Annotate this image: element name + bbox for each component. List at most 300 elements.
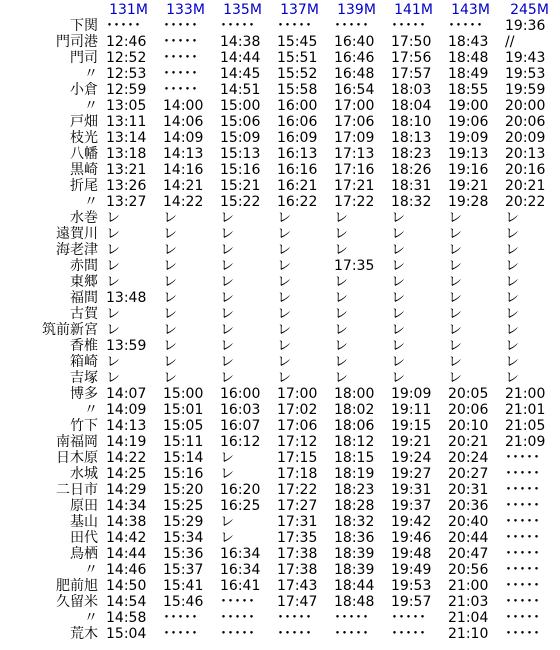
time-cell: 16:09: [277, 130, 318, 146]
time-cell: 19:36: [505, 18, 546, 34]
time-cell: 19:46: [391, 530, 432, 546]
time-cell: 19:42: [391, 514, 432, 530]
time-cell: 19:15: [391, 418, 432, 434]
time-cell: 17:57: [391, 66, 432, 82]
station-name: 枝光: [70, 130, 98, 146]
table-row: [0, 146, 560, 162]
time-cell: 15:37: [163, 562, 204, 578]
time-cell: レ: [106, 322, 120, 338]
time-cell: 16:00: [220, 386, 261, 402]
table-row: [0, 626, 560, 642]
time-cell: ･････: [334, 18, 369, 34]
time-cell: 17:16: [334, 162, 375, 178]
time-cell: 13:27: [106, 194, 147, 210]
time-cell: 19:21: [448, 178, 489, 194]
time-cell: 14:09: [163, 130, 204, 146]
time-cell: レ: [505, 306, 519, 322]
table-row: [0, 530, 560, 546]
time-cell: 18:06: [334, 418, 375, 434]
time-cell: 14:21: [163, 178, 204, 194]
time-cell: 20:36: [448, 498, 489, 514]
time-cell: 18:36: [334, 530, 375, 546]
station-name: 吉塚: [70, 370, 98, 386]
time-cell: 13:14: [106, 130, 147, 146]
time-cell: 16:03: [220, 402, 261, 418]
time-cell: レ: [163, 226, 177, 242]
table-row: [0, 210, 560, 226]
time-cell: ･････: [505, 466, 540, 482]
time-cell: レ: [220, 226, 234, 242]
station-name: 黒崎: [70, 162, 98, 178]
station-name: 古賀: [70, 306, 98, 322]
time-cell: 14:44: [106, 546, 147, 562]
table-row: [0, 450, 560, 466]
time-cell: ･････: [505, 482, 540, 498]
time-cell: 19:37: [391, 498, 432, 514]
time-cell: レ: [448, 322, 462, 338]
time-cell: ･････: [163, 18, 198, 34]
time-cell: 19:49: [391, 562, 432, 578]
time-cell: レ: [220, 466, 234, 482]
time-cell: 19:48: [391, 546, 432, 562]
time-cell: 19:28: [448, 194, 489, 210]
time-cell: 18:04: [391, 98, 432, 114]
time-cell: 15:45: [277, 34, 318, 50]
time-cell: 16:46: [334, 50, 375, 66]
time-cell: レ: [391, 290, 405, 306]
time-cell: レ: [334, 226, 348, 242]
time-cell: 17:38: [277, 546, 318, 562]
station-name: 南福岡: [56, 434, 98, 450]
station-name: 小倉: [70, 82, 98, 98]
time-cell: レ: [106, 258, 120, 274]
time-cell: レ: [505, 322, 519, 338]
table-row: [0, 322, 560, 338]
time-cell: 19:06: [448, 114, 489, 130]
time-cell: 14:06: [163, 114, 204, 130]
time-cell: ･････: [391, 610, 426, 626]
time-cell: 20:09: [505, 130, 546, 146]
time-cell: ･････: [277, 18, 312, 34]
table-row: [0, 402, 560, 418]
time-cell: ･････: [277, 626, 312, 642]
time-cell: レ: [220, 274, 234, 290]
time-cell: 20:06: [448, 402, 489, 418]
time-cell: レ: [163, 290, 177, 306]
time-cell: レ: [220, 290, 234, 306]
time-cell: ･････: [334, 610, 369, 626]
time-cell: ･････: [163, 610, 198, 626]
time-cell: 17:00: [334, 98, 375, 114]
time-cell: ･････: [505, 450, 540, 466]
time-cell: ･････: [220, 626, 255, 642]
time-cell: 14:50: [106, 578, 147, 594]
time-cell: ･････: [505, 578, 540, 594]
time-cell: レ: [334, 210, 348, 226]
time-cell: レ: [163, 354, 177, 370]
time-cell: 18:02: [334, 402, 375, 418]
time-cell: ･････: [505, 546, 540, 562]
station-name: 原田: [70, 498, 98, 514]
time-cell: 15:41: [163, 578, 204, 594]
station-name: 下関: [70, 18, 98, 34]
time-cell: 17:12: [277, 434, 318, 450]
station-name: 遠賀川: [56, 226, 98, 242]
time-cell: レ: [220, 306, 234, 322]
time-cell: レ: [448, 274, 462, 290]
time-cell: 18:12: [334, 434, 375, 450]
time-cell: レ: [448, 258, 462, 274]
station-name: 肥前旭: [56, 578, 98, 594]
time-cell: レ: [106, 226, 120, 242]
time-cell: 20:06: [505, 114, 546, 130]
time-cell: レ: [505, 370, 519, 386]
time-cell: 17:18: [277, 466, 318, 482]
time-cell: ･････: [334, 626, 369, 642]
table-row: [0, 162, 560, 178]
time-cell: レ: [391, 322, 405, 338]
time-cell: 18:03: [391, 82, 432, 98]
time-cell: 13:26: [106, 178, 147, 194]
station-name: 〃: [84, 194, 98, 210]
time-cell: 21:01: [505, 402, 546, 418]
time-cell: レ: [448, 242, 462, 258]
time-cell: レ: [448, 338, 462, 354]
time-cell: 12:53: [106, 66, 147, 82]
time-cell: 13:18: [106, 146, 147, 162]
time-cell: レ: [334, 338, 348, 354]
time-cell: 18:31: [391, 178, 432, 194]
table-row: [0, 82, 560, 98]
time-cell: レ: [391, 258, 405, 274]
time-cell: ･････: [220, 610, 255, 626]
time-cell: レ: [448, 354, 462, 370]
train-header-row: [0, 2, 560, 18]
time-cell: 18:23: [391, 146, 432, 162]
time-cell: レ: [448, 290, 462, 306]
time-cell: 15:58: [277, 82, 318, 98]
station-name: 八幡: [70, 146, 98, 162]
time-cell: 17:27: [277, 498, 318, 514]
timetable: [0, 2, 560, 642]
time-cell: 16:00: [277, 98, 318, 114]
train-number-header: 143M: [451, 2, 490, 18]
time-cell: 16:12: [220, 434, 261, 450]
time-cell: 13:48: [106, 290, 147, 306]
time-cell: 14:58: [106, 610, 147, 626]
time-cell: 14:16: [163, 162, 204, 178]
time-cell: 15:51: [277, 50, 318, 66]
time-cell: レ: [277, 322, 291, 338]
time-cell: 12:52: [106, 50, 147, 66]
table-row: [0, 226, 560, 242]
station-name: 香椎: [70, 338, 98, 354]
timetable-body: [0, 18, 560, 642]
time-cell: 12:46: [106, 34, 147, 50]
time-cell: レ: [106, 210, 120, 226]
time-cell: 15:11: [163, 434, 204, 450]
table-row: [0, 482, 560, 498]
time-cell: 19:24: [391, 450, 432, 466]
time-cell: 19:00: [448, 98, 489, 114]
time-cell: レ: [391, 370, 405, 386]
time-cell: レ: [505, 226, 519, 242]
time-cell: 19:11: [391, 402, 432, 418]
time-cell: レ: [106, 306, 120, 322]
time-cell: レ: [220, 530, 234, 546]
time-cell: 20:16: [505, 162, 546, 178]
time-cell: 13:21: [106, 162, 147, 178]
time-cell: 15:00: [220, 98, 261, 114]
station-name: 二日市: [56, 482, 98, 498]
time-cell: レ: [163, 274, 177, 290]
time-cell: ･････: [505, 594, 540, 610]
time-cell: 14:19: [106, 434, 147, 450]
time-cell: 20:21: [505, 178, 546, 194]
time-cell: 15:29: [163, 514, 204, 530]
time-cell: 16:16: [277, 162, 318, 178]
time-cell: レ: [448, 306, 462, 322]
time-cell: 14:54: [106, 594, 147, 610]
time-cell: 14:13: [106, 418, 147, 434]
time-cell: 18:32: [334, 514, 375, 530]
time-cell: 19:09: [391, 386, 432, 402]
time-cell: 19:43: [505, 50, 546, 66]
table-row: [0, 594, 560, 610]
station-name: 〃: [84, 562, 98, 578]
time-cell: 17:21: [334, 178, 375, 194]
time-cell: 17:15: [277, 450, 318, 466]
time-cell: 16:07: [220, 418, 261, 434]
table-row: [0, 370, 560, 386]
time-cell: 19:16: [448, 162, 489, 178]
time-cell: //: [505, 34, 515, 50]
table-row: [0, 578, 560, 594]
time-cell: 14:25: [106, 466, 147, 482]
time-cell: 20:27: [448, 466, 489, 482]
time-cell: 20:22: [505, 194, 546, 210]
time-cell: 15:52: [277, 66, 318, 82]
time-cell: ･････: [391, 626, 426, 642]
time-cell: 17:22: [277, 482, 318, 498]
time-cell: 16:20: [220, 482, 261, 498]
time-cell: 17:43: [277, 578, 318, 594]
station-name: 戸畑: [70, 114, 98, 130]
time-cell: 14:42: [106, 530, 147, 546]
time-cell: レ: [277, 210, 291, 226]
time-cell: 20:21: [448, 434, 489, 450]
time-cell: 21:04: [448, 610, 489, 626]
table-row: [0, 306, 560, 322]
time-cell: レ: [163, 306, 177, 322]
station-name: 基山: [70, 514, 98, 530]
station-name: 筑前新宮: [42, 322, 98, 338]
time-cell: 15:34: [163, 530, 204, 546]
time-cell: ･････: [220, 18, 255, 34]
time-cell: 18:28: [334, 498, 375, 514]
time-cell: レ: [391, 354, 405, 370]
time-cell: 13:05: [106, 98, 147, 114]
table-row: [0, 130, 560, 146]
station-name: 鳥栖: [70, 546, 98, 562]
time-cell: 16:34: [220, 562, 261, 578]
station-name: 門司港: [56, 34, 98, 50]
station-name: 〃: [84, 610, 98, 626]
time-cell: 15:21: [220, 178, 261, 194]
time-cell: 15:04: [106, 626, 147, 642]
time-cell: 14:45: [220, 66, 261, 82]
time-cell: 19:21: [391, 434, 432, 450]
time-cell: 13:59: [106, 338, 147, 354]
time-cell: 18:26: [391, 162, 432, 178]
time-cell: 16:48: [334, 66, 375, 82]
table-row: [0, 258, 560, 274]
table-row: [0, 242, 560, 258]
time-cell: レ: [163, 338, 177, 354]
station-name: 折尾: [70, 178, 98, 194]
time-cell: 18:48: [334, 594, 375, 610]
time-cell: 15:22: [220, 194, 261, 210]
time-cell: 14:51: [220, 82, 261, 98]
time-cell: レ: [505, 338, 519, 354]
time-cell: レ: [391, 210, 405, 226]
time-cell: 18:13: [391, 130, 432, 146]
time-cell: 14:44: [220, 50, 261, 66]
time-cell: レ: [391, 338, 405, 354]
station-name: 〃: [84, 66, 98, 82]
time-cell: 18:55: [448, 82, 489, 98]
time-cell: 16:41: [220, 578, 261, 594]
time-cell: ･････: [505, 498, 540, 514]
time-cell: レ: [334, 306, 348, 322]
station-name: 日木原: [56, 450, 98, 466]
time-cell: レ: [448, 370, 462, 386]
time-cell: 18:44: [334, 578, 375, 594]
time-cell: レ: [277, 290, 291, 306]
time-cell: レ: [505, 354, 519, 370]
time-cell: 15:16: [220, 162, 261, 178]
time-cell: レ: [391, 226, 405, 242]
time-cell: レ: [106, 354, 120, 370]
time-cell: レ: [505, 290, 519, 306]
table-row: [0, 290, 560, 306]
train-number-header: 141M: [394, 2, 433, 18]
time-cell: 20:44: [448, 530, 489, 546]
time-cell: 17:31: [277, 514, 318, 530]
time-cell: レ: [505, 258, 519, 274]
time-cell: ･････: [448, 18, 483, 34]
table-row: [0, 546, 560, 562]
time-cell: ･････: [163, 626, 198, 642]
time-cell: ･････: [505, 530, 540, 546]
station-name: 田代: [70, 530, 98, 546]
time-cell: 21:05: [505, 418, 546, 434]
time-cell: レ: [106, 242, 120, 258]
time-cell: 19:09: [448, 130, 489, 146]
time-cell: レ: [277, 338, 291, 354]
table-row: [0, 386, 560, 402]
time-cell: 20:40: [448, 514, 489, 530]
time-cell: 15:06: [220, 114, 261, 130]
time-cell: 14:09: [106, 402, 147, 418]
time-cell: 15:20: [163, 482, 204, 498]
time-cell: 18:19: [334, 466, 375, 482]
station-name: 荒木: [70, 626, 98, 642]
time-cell: 14:00: [163, 98, 204, 114]
time-cell: 18:39: [334, 546, 375, 562]
time-cell: ･････: [505, 610, 540, 626]
table-row: [0, 338, 560, 354]
time-cell: 16:13: [277, 146, 318, 162]
time-cell: ･････: [277, 610, 312, 626]
time-cell: 16:25: [220, 498, 261, 514]
station-name: 水巻: [70, 210, 98, 226]
time-cell: レ: [448, 210, 462, 226]
station-name: 海老津: [56, 242, 98, 258]
time-cell: 17:02: [277, 402, 318, 418]
time-cell: レ: [391, 242, 405, 258]
time-cell: 18:15: [334, 450, 375, 466]
station-name: 博多: [70, 386, 98, 402]
table-row: [0, 50, 560, 66]
time-cell: 20:24: [448, 450, 489, 466]
time-cell: 20:56: [448, 562, 489, 578]
time-cell: レ: [220, 514, 234, 530]
table-row: [0, 274, 560, 290]
time-cell: 20:31: [448, 482, 489, 498]
table-row: [0, 178, 560, 194]
time-cell: 17:50: [391, 34, 432, 50]
table-row: [0, 610, 560, 626]
time-cell: 19:53: [505, 66, 546, 82]
time-cell: 15:09: [220, 130, 261, 146]
time-cell: 18:39: [334, 562, 375, 578]
time-cell: 14:38: [220, 34, 261, 50]
time-cell: ･････: [220, 594, 255, 610]
table-row: [0, 418, 560, 434]
station-column-header: [0, 2, 100, 18]
time-cell: 20:00: [505, 98, 546, 114]
train-number-header: 135M: [223, 2, 262, 18]
time-cell: 15:25: [163, 498, 204, 514]
time-cell: 19:31: [391, 482, 432, 498]
time-cell: 17:06: [334, 114, 375, 130]
train-number-header: 137M: [280, 2, 319, 18]
table-row: [0, 66, 560, 82]
time-cell: ･････: [505, 562, 540, 578]
time-cell: 20:05: [448, 386, 489, 402]
time-cell: ･････: [505, 626, 540, 642]
time-cell: レ: [220, 258, 234, 274]
train-number-header: 245M: [510, 2, 549, 18]
time-cell: レ: [277, 370, 291, 386]
station-name: 福間: [70, 290, 98, 306]
time-cell: レ: [334, 354, 348, 370]
table-row: [0, 194, 560, 210]
time-cell: レ: [391, 306, 405, 322]
time-cell: レ: [220, 354, 234, 370]
time-cell: 16:06: [277, 114, 318, 130]
time-cell: 17:06: [277, 418, 318, 434]
table-row: [0, 34, 560, 50]
time-cell: レ: [220, 242, 234, 258]
time-cell: 18:43: [448, 34, 489, 50]
time-cell: 16:54: [334, 82, 375, 98]
station-name: 箱崎: [70, 354, 98, 370]
time-cell: レ: [277, 274, 291, 290]
time-cell: レ: [163, 322, 177, 338]
time-cell: 20:10: [448, 418, 489, 434]
